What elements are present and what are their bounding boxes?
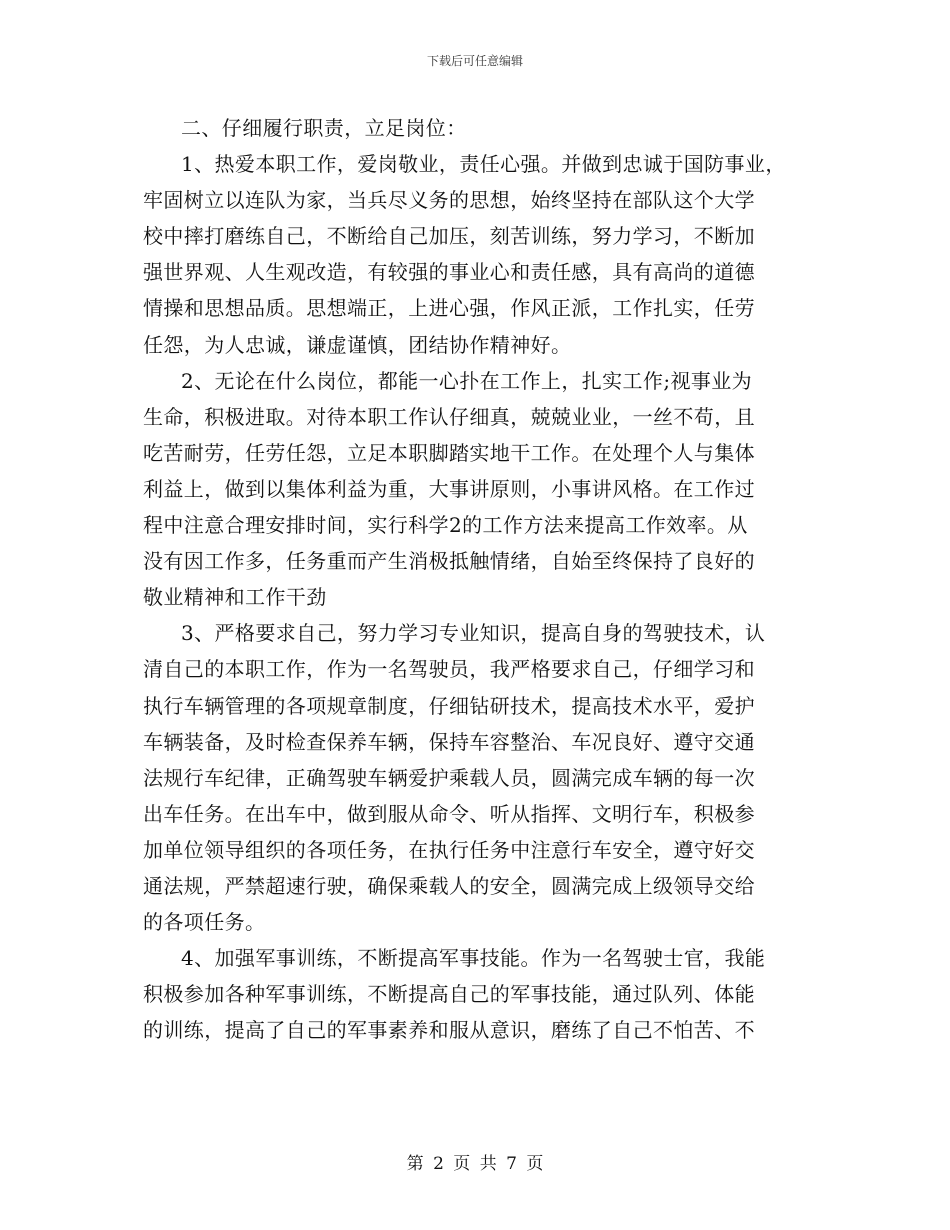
paragraph-3-line: 通法规，严禁超速行驶，确保乘载人的安全，圆满完成上级领导交给 [143, 873, 755, 898]
paragraph-1-line: 校中摔打磨练自己，不断给自己加压，刻苦训练，努力学习，不断加 [143, 224, 755, 249]
paragraph-3-line: 车辆装备，及时检查保养车辆，保持车容整治、车况良好、遵守交通 [143, 729, 755, 754]
document-body [143, 110, 813, 1048]
paragraph-3-line: 加单位领导组织的各项任务，在执行任务中注意行车安全，遵守好交 [143, 837, 755, 862]
paragraph-3-line: 执行车辆管理的各项规章制度，仔细钻研技术，提高技术水平，爱护 [143, 693, 755, 718]
paragraph-2-line: 敬业精神和工作干劲 [143, 585, 327, 610]
paragraph-1-line: 强世界观、人生观改造，有较强的事业心和责任感，具有高尚的道德 [143, 260, 755, 285]
section-heading: 二、仔细履行职责，立足岗位： [181, 116, 467, 140]
paragraph-2-line: 没有因工作多，任务重而产生消极抵触情绪，自始至终保持了良好的 [143, 549, 755, 574]
paragraph-1-line: 1、热爱本职工作，爱岗敬业，责任心强。并做到忠诚于国防事业， [181, 152, 786, 177]
paragraph-4-line: 积极参加各种军事训练，不断提高自己的军事技能，通过队列、体能 [143, 982, 755, 1007]
paragraph-3-line: 清自己的本职工作，作为一名驾驶员，我严格要求自己，仔细学习和 [143, 657, 755, 682]
paragraph-4-line: 的训练，提高了自己的军事素养和服从意识，磨练了自己不怕苦、不 [143, 1018, 755, 1043]
paragraph-3-line: 法规行车纪律，正确驾驶车辆爱护乘载人员，圆满完成车辆的每一次 [143, 765, 755, 790]
paragraph-1-line: 牢固树立以连队为家，当兵尽义务的思想，始终坚持在部队这个大学 [143, 188, 755, 213]
paragraph-2-line: 2、无论在什么岗位，都能一心扑在工作上，扎实工作;视事业为 [181, 368, 753, 393]
paragraph-1-line: 任怨，为人忠诚，谦虚谨慎，团结协作精神好。 [143, 332, 572, 357]
paragraph-2-line: 生命，积极进取。对待本职工作认仔细真，兢兢业业，一丝不苟，且 [143, 404, 755, 429]
paragraph-3-line: 3、严格要求自己，努力学习专业知识，提高自身的驾驶技术，认 [181, 621, 766, 646]
page-header: 下载后可任意编辑 [426, 54, 523, 68]
page-number-footer: 第 2 页 共 7 页 [406, 1154, 544, 1174]
paragraph-3-line: 出车任务。在出车中，做到服从命令、听从指挥、文明行车，积极参 [143, 801, 755, 826]
paragraph-3-line: 的各项任务。 [143, 910, 266, 935]
paragraph-2-line: 程中注意合理安排时间，实行科学2的工作方法来提高工作效率。从 [143, 513, 748, 538]
paragraph-4-line: 4、加强军事训练，不断提高军事技能。作为一名驾驶士官，我能 [181, 946, 766, 971]
paragraph-1-line: 情操和思想品质。思想端正，上进心强，作风正派，工作扎实，任劳 [143, 296, 755, 321]
paragraph-2-line: 利益上，做到以集体利益为重，大事讲原则，小事讲风格。在工作过 [143, 476, 755, 501]
paragraph-2-line: 吃苦耐劳，任劳任怨，立足本职脚踏实地干工作。在处理个人与集体 [143, 440, 755, 465]
